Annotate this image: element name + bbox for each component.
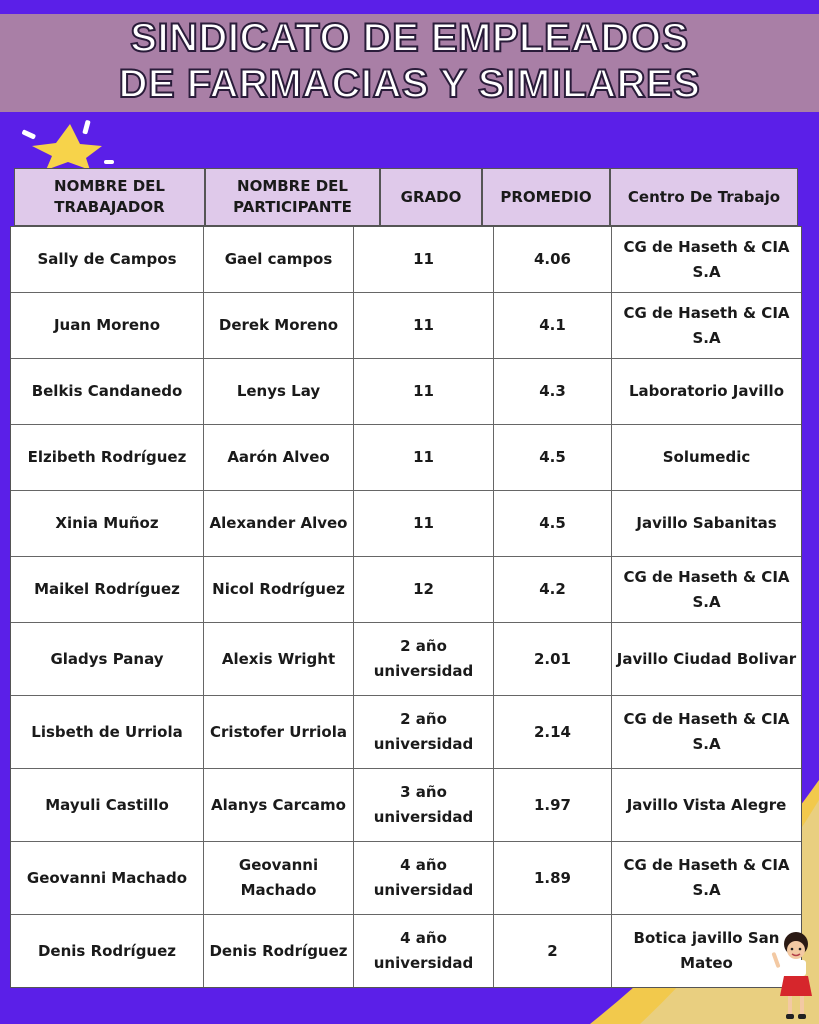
workplace: Javillo Ciudad Bolivar	[616, 649, 797, 668]
table-row	[11, 915, 801, 987]
grade: 12	[354, 557, 494, 622]
participant-name: Alexander Alveo	[204, 491, 354, 556]
grade: 3 año universidad	[354, 769, 494, 841]
grade: 11	[354, 359, 494, 424]
worker-name: Xinia Muñoz	[11, 491, 204, 556]
worker-name: Maikel Rodríguez	[11, 557, 204, 622]
table-row	[11, 557, 801, 623]
star-icon	[20, 118, 115, 170]
worker-name: Juan Moreno	[11, 293, 204, 358]
participant-name: Lenys Lay	[204, 359, 354, 424]
table-header	[14, 168, 798, 226]
participant-name: Alanys Carcamo	[204, 769, 354, 841]
girl-cartoon-icon	[770, 930, 816, 1022]
table-row	[11, 623, 801, 696]
worker-name: Gladys Panay	[11, 623, 204, 695]
grade: 4 año universidad	[354, 842, 494, 914]
grade: 2 año universidad	[354, 623, 494, 695]
participant-name: Nicol Rodríguez	[204, 557, 354, 622]
worker-name: Mayuli Castillo	[11, 769, 204, 841]
table-row	[11, 227, 801, 293]
average: 1.89	[494, 842, 612, 914]
worker-name: Denis Rodríguez	[11, 915, 204, 987]
workplace: Javillo Vista Alegre	[626, 795, 787, 814]
participant-name: Derek Moreno	[204, 293, 354, 358]
participant-name: Cristofer Urriola	[204, 696, 354, 768]
worker-name: Belkis Candanedo	[11, 359, 204, 424]
average: 1.97	[494, 769, 612, 841]
worker-name: Geovanni Machado	[11, 842, 204, 914]
page-title-line-2: DE FARMACIAS Y SIMILARES	[118, 62, 701, 106]
grade: 11	[354, 425, 494, 490]
page-title-line-1: SINDICATO DE EMPLEADOS	[130, 16, 689, 60]
table-row	[11, 769, 801, 842]
average: 2	[494, 915, 612, 987]
average: 4.3	[494, 359, 612, 424]
column-header-participant: NOMBRE DEL PARTICIPANTE	[205, 168, 380, 226]
worker-name: Elzibeth Rodríguez	[11, 425, 204, 490]
workplace: Javillo Sabanitas	[636, 514, 777, 532]
average: 2.14	[494, 696, 612, 768]
participant-name: Aarón Alveo	[204, 425, 354, 490]
grade: 2 año universidad	[354, 696, 494, 768]
participant-name: Denis Rodríguez	[204, 915, 354, 987]
average: 4.1	[494, 293, 612, 358]
worker-name: Sally de Campos	[11, 227, 204, 292]
workplace: Botica javillo San Mateo	[633, 929, 780, 972]
participant-name: Geovanni Machado	[204, 842, 354, 914]
workplace: CG de Haseth & CIA S.A	[623, 856, 790, 899]
workplace: CG de Haseth & CIA S.A	[623, 303, 790, 347]
grade: 4 año universidad	[354, 915, 494, 987]
grade: 11	[354, 491, 494, 556]
worker-name: Lisbeth de Urriola	[11, 696, 204, 768]
column-header-worker: NOMBRE DEL TRABAJADOR	[14, 168, 205, 226]
workplace: CG de Haseth & CIA S.A	[623, 710, 790, 753]
table-row	[11, 359, 801, 425]
column-header-grade: GRADO	[380, 168, 482, 226]
average: 2.01	[494, 623, 612, 695]
table-row	[11, 425, 801, 491]
table-row	[11, 293, 801, 359]
table-row	[11, 491, 801, 557]
participant-name: Gael campos	[204, 227, 354, 292]
average: 4.5	[494, 425, 612, 490]
workplace: CG de Haseth & CIA S.A	[623, 567, 790, 611]
grade: 11	[354, 227, 494, 292]
workplace: CG de Haseth & CIA S.A	[623, 237, 790, 281]
table-row	[11, 696, 801, 769]
participant-name: Alexis Wright	[204, 623, 354, 695]
column-header-average: PROMEDIO	[482, 168, 610, 226]
workplace: Laboratorio Javillo	[629, 382, 784, 400]
column-header-workplace: Centro De Trabajo	[610, 168, 798, 226]
workplace: Solumedic	[662, 448, 751, 466]
grade: 11	[354, 293, 494, 358]
table-row	[11, 842, 801, 915]
average: 4.06	[494, 227, 612, 292]
average: 4.5	[494, 491, 612, 556]
average: 4.2	[494, 557, 612, 622]
results-table	[10, 226, 802, 988]
